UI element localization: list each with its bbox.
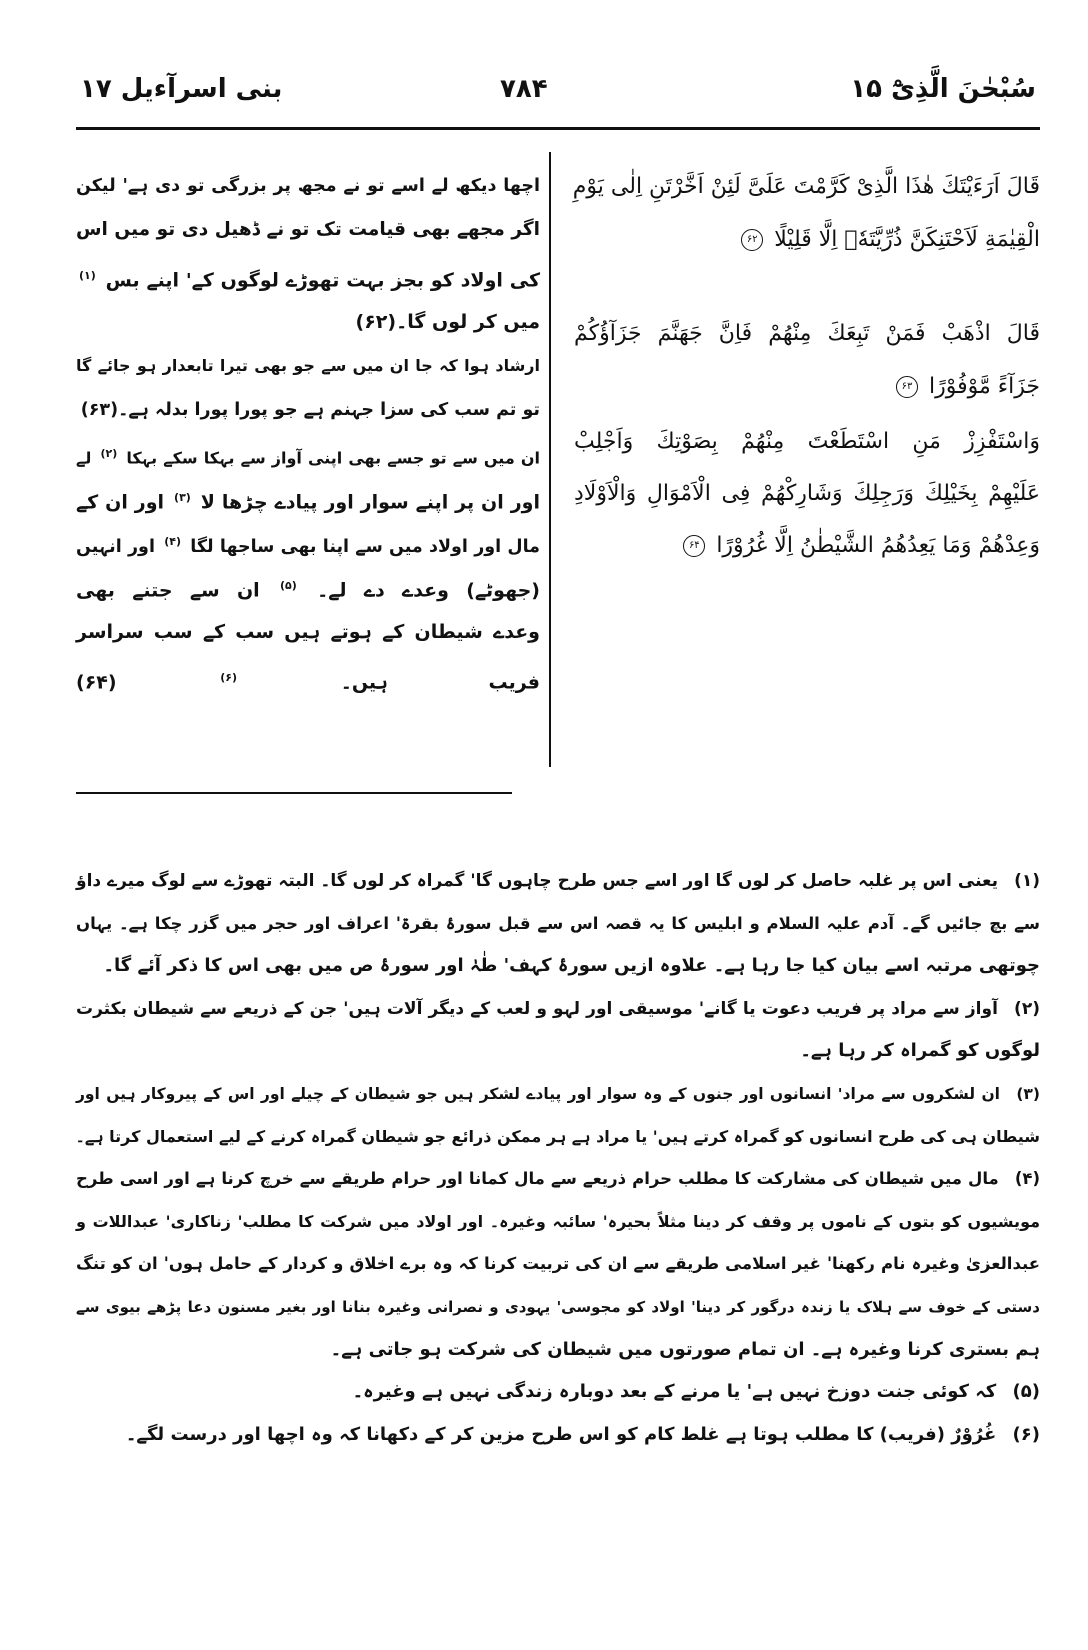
footnote-text: مال میں شیطان کی مشارکت کا مطلب حرام ذریعے سے مال کمانا اور حرام طریقے سے خرچ کرنا ہے اور اسی طرح [76,1169,999,1189]
footnote-text: شیطان ہی کی طرح انسانوں کو گمراہ کرتے ہیں' یا مراد ہے ہر ممکن ذرائع جو شیطان گمراہ کرنے کے لیے استعمال کرتا ہے۔ [75,1126,1040,1146]
line-text: وعدے شیطان کے ہوتے ہیں سب کے سب سراسر [76,621,540,643]
footnote-text: سے بچ جائیں گے۔ آدم علیہ السلام و ابلیس کا یہ قصہ اس سے قبل سورۂ بقرۃ' اعراف اور حجر میں گزر چکا ہے۔ یہاں [76,913,1040,933]
translation-line [76,660,540,696]
translation-line [76,436,540,472]
footnote-text: کہ کوئی جنت دوزخ نہیں ہے' یا مرنے کے بعد دوبارہ زندگی نہیں ہے وغیرہ۔ [352,1381,997,1403]
translation-line [76,480,540,516]
translation-line [76,168,540,204]
surah-title: سُبْحٰنَ الَّذِیْٓ ۱۵ [850,74,1036,104]
page-number: ۷۸۴ [500,74,548,104]
translation-line [76,392,540,428]
translation-line [76,524,540,560]
footnote-marker: (۵) [280,579,297,592]
line-text: اور ان کے [76,491,165,514]
footnote-marker: (۶) [220,671,238,684]
line-text: فریب ہیں۔ [340,671,540,694]
footnote-text: لوگوں کو گمراہ کر رہا ہے۔ [800,1040,1040,1062]
footnote-line [76,1331,1040,1369]
footnote-text: دستی کے خوف سے ہلاک یا زندہ درگور کر دینا' اولاد کو مجوسی' یہودی و نصرانی وغیرہ بنانا اور بغیر مسنون دعا پڑھے بیوی سے [76,1298,1040,1316]
line-text: تو تم سب کی سزا جہنم ہے جو پورا پورا بدلہ ہے۔(۶۳) [80,400,540,420]
arabic-verse-line [574,218,1040,262]
arabic-verse-line [574,420,1040,464]
footnote-line [76,1118,1040,1156]
arabic-verse-line [574,472,1040,516]
ayah-number-marker: ۶۲ [741,229,763,251]
footnote-text: آواز سے مراد پر فریب دعوت یا گانے' موسیقی اور لہو و لعب کے دیگر آلات ہیں' جن کے ذریعے سے شیطان بکثرت [76,998,998,1019]
translation-line [76,258,540,294]
line-text: مال اور اولاد میں سے اپنا بھی ساجھا لگا [190,536,541,557]
footnote-number: (۳) [1016,1085,1040,1103]
line-text: (۶۴) [76,671,117,694]
footnote-number: (۵) [1012,1381,1040,1403]
line-text: عَلَيْهِمْ بِخَيْلِكَ وَرَجِلِكَ وَشَارِكْهُمْ فِی الْاَمْوَالِ وَالْاَوْلَادِ [574,481,1040,506]
footnote-text: عبدالعزیٰ وغیرہ نام رکھنا' غیر اسلامی طریقے سے ان کی تربیت کرنا کہ وہ برے اخلاق و کردار کے حامل ہوں' ان کو تنگ [76,1254,1040,1274]
footnote-line [76,1160,1040,1198]
translation-line [76,304,540,340]
line-text: میں کر لوں گا۔(۶۲) [355,311,540,333]
translation-line [76,568,540,604]
footnote-marker: (۲) [100,447,118,460]
line-text: ان سے جتنے بھی [76,579,260,602]
line-text: اور ان پر اپنے سوار اور پیادے چڑھا لا [200,491,540,514]
line-text: اچھا دیکھ لے اسے تو نے مجھ پر بزرگی تو دی ہے' لیکن [76,176,540,196]
line-text: اور انہیں [76,536,155,557]
footnote-text: ہم بستری کرنا وغیرہ ہے۔ ان تمام صورتوں میں شیطان کی شرکت ہو جاتی ہے۔ [330,1338,1040,1360]
translation-line [76,614,540,650]
footnote-number: (۴) [1014,1169,1040,1189]
header-rule [76,127,1040,130]
footnote-text: غُرُوْرٌ (فریب) کا مطلب ہوتا ہے غلط کام کو اس طرح مزین کر کے دکھانا کہ وہ اچھا اور درست لگے۔ [125,1423,997,1445]
arabic-verse-line [574,312,1040,356]
footnote-line [76,947,1040,985]
ayah-number-marker: ۶۳ [896,376,918,398]
surah-name: بنی اسرآءیل ۱۷ [80,74,283,104]
footnote-line [76,1373,1040,1411]
footnote-line [76,905,1040,943]
footnote-rule [76,792,512,794]
footnote-marker: (۴) [164,535,181,548]
arabic-verse-line [574,365,1040,409]
footnote-line [76,1203,1040,1241]
footnote-line [76,1032,1040,1070]
footnote-text: ان لشکروں سے مراد' انسانوں اور جنوں کے وہ سوار اور پیادے لشکر ہیں جو شیطان کے چیلے اور اس کے پیروکار ہیں اور [76,1085,1000,1103]
footnote-text: چوتھی مرتبہ اسے بیان کیا جا رہا ہے۔ علاوہ ازیں سورۂ کہف' طٰہٰ اور سورۂ ص میں بھی اس کا ذکر آئے گا۔ [103,955,1040,977]
line-text: قَالَ اذْهَبْ فَمَنْ تَبِعَكَ مِنْهُمْ فَاِنَّ جَهَنَّمَ جَزَآؤُكُمْ [574,321,1040,346]
footnote-text: مویشیوں کو بتوں کے ناموں پر وقف کر دینا مثلاً بحیرہ' سائبہ وغیرہ۔ اور اولاد میں شرکت کا مطلب' زناکاری' عبداللات و [76,1211,1040,1231]
arabic-verse-line [574,524,1040,568]
footnote-text: یعنی اس پر غلبہ حاصل کر لوں گا اور اسے جس طرح چاہوں گا' گمراہ کر لوں گا۔ البتہ تھوڑے سے لوگ میرے داؤ [76,871,999,891]
footnote-number: (۲) [1014,998,1040,1019]
line-text: قَالَ اَرَءَيْتَكَ هٰذَا الَّذِیْ كَرَّمْتَ عَلَیَّ لَئِنْ اَخَّرْتَنِ اِلٰی يَوْمِ [572,174,1040,199]
column-divider [549,152,551,767]
footnote-line [76,862,1040,900]
line-text: ارشاد ہوا کہ جا ان میں سے جو بھی تیرا تابعدار ہو جائے گا [76,356,540,375]
line-text: وَعِدْهُمْ وَمَا يَعِدُهُمُ الشَّيْطٰنُ اِلَّا غُرُوْرًا [716,533,1040,558]
footnote-line [76,1288,1040,1326]
line-text: جَزَآءً مَّوْفُوْرًا [929,374,1040,399]
footnote-number: (۱) [1014,871,1041,891]
translation-line [76,212,540,248]
arabic-verse-line [574,165,1040,209]
line-text: ان میں سے تو جسے بھی اپنی آواز سے بہکا سکے بہکا [126,448,541,468]
footnote-line [76,1245,1040,1283]
line-text: الْقِيٰمَةِ لَاَحْتَنِكَنَّ ذُرِّيَّتَهٗۤ اِلَّا قَلِيْلًا [774,227,1040,252]
footnote-number: (۶) [1012,1423,1040,1445]
line-text: کی اولاد کو بجز بہت تھوڑے لوگوں کے' اپنے بس [105,269,540,292]
footnote-line [76,990,1040,1028]
line-text: (جھوٹے) وعدے دے لے۔ [317,579,540,602]
footnote-line [76,1416,1040,1454]
translation-line [76,348,540,384]
line-text: وَاسْتَفْزِزْ مَنِ اسْتَطَعْتَ مِنْهُمْ بِصَوْتِكَ وَاَجْلِبْ [574,429,1040,454]
line-text: اگر مجھے بھی قیامت تک تو نے ڈھیل دی تو میں اس [76,219,540,240]
footnote-marker: (۱) [79,269,96,282]
footnote-marker: (۳) [174,491,191,504]
ayah-number-marker: ۶۴ [683,535,705,557]
footnote-line [76,1075,1040,1113]
line-text: لے [76,448,92,468]
